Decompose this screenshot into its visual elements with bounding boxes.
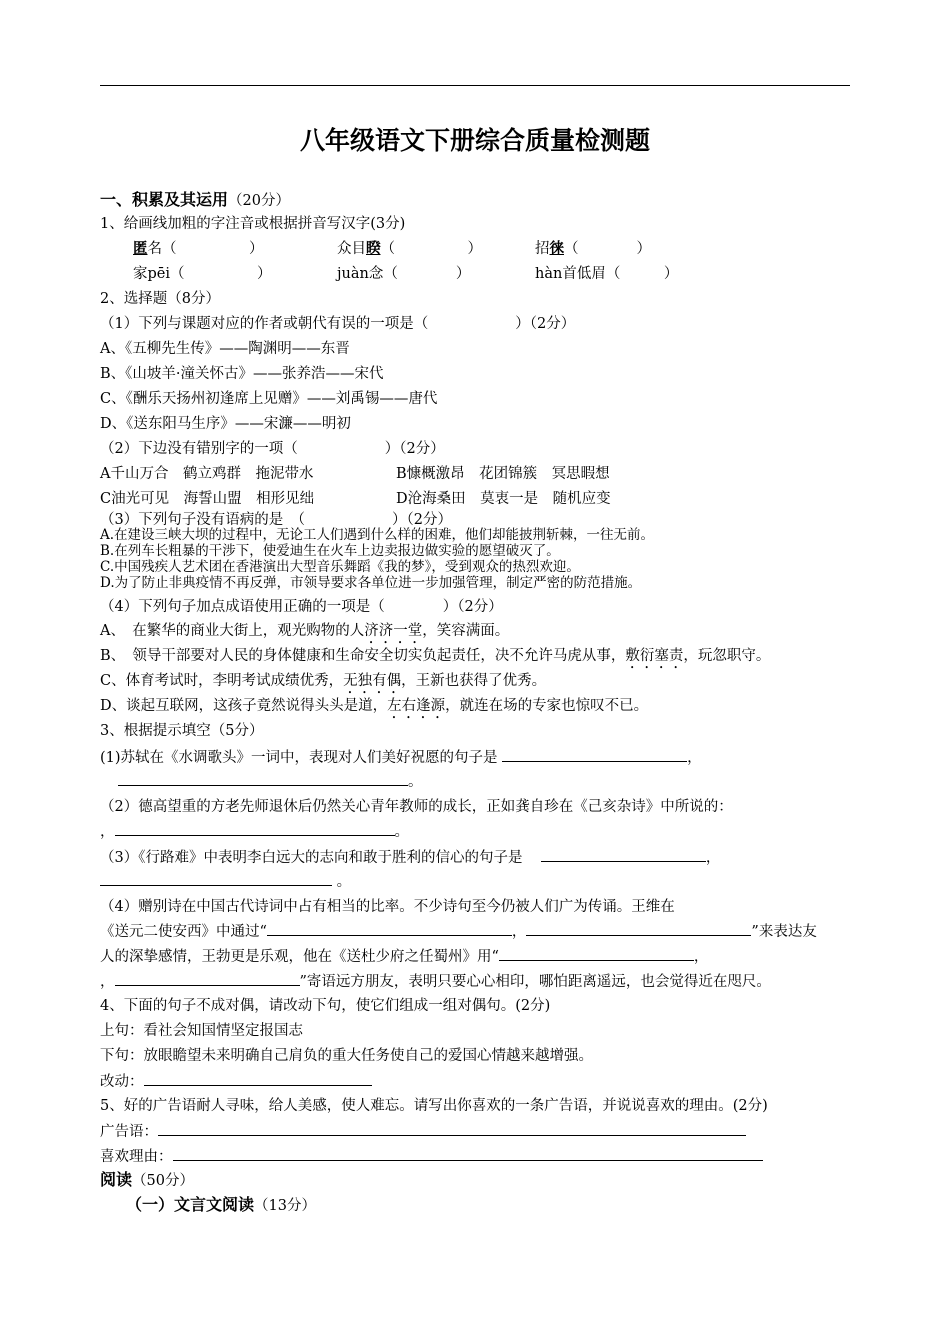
q3-p3-line2: 。 xyxy=(100,871,351,892)
q2-sub4-d: D、谈起互联网，这孩子竟然说得头头是道，左右逢源，就连在场的专家也惊叹不已。 xyxy=(100,698,649,714)
q2-sub3-c: C.中国残疾人艺术团在香港演出大型音乐舞蹈《我的梦》，受到观众的热烈欢迎。 xyxy=(100,559,580,575)
q3-heading: 3、根据提示填空（5分） xyxy=(100,723,264,739)
q2-sub3-b: B.在列车长粗暴的干涉下，使爱迪生在火车上边卖报边做实验的愿望破灭了。 xyxy=(100,543,560,559)
q2-sub2-b: B慷概激昂 花团锦簇 冥思暇想 xyxy=(396,466,610,482)
q2-sub1-c: C、《酬乐天扬州初逢席上见赠》——刘禹锡——唐代 xyxy=(100,391,438,407)
q1-item-a: 匿名（ ） xyxy=(133,241,264,257)
answer-blank[interactable] xyxy=(115,971,300,986)
q3-p4-line2: 《送元二使安西》中通过“ ， ”来表达友 xyxy=(100,921,817,942)
q1-item-f: hàn首低眉（ ） xyxy=(535,266,679,282)
q1-heading: 1、给画线加粗的字注音或根据拼音写汉字(3分) xyxy=(100,216,406,232)
q1-item-b: 众目睽（ ） xyxy=(337,241,482,257)
answer-blank[interactable] xyxy=(502,747,687,762)
q2-sub2: （2）下边没有错别字的一项（ ）（2分） xyxy=(100,441,445,457)
answer-blank[interactable] xyxy=(158,1121,746,1136)
answer-blank[interactable] xyxy=(173,1146,763,1161)
answer-blank[interactable] xyxy=(118,771,408,786)
q3-p4-line4: ， ”寄语远方朋友，表明只要心心相印，哪怕距离遥远，也会觉得近在咫尺。 xyxy=(100,971,771,992)
q3-p2-line1: （2）德高望重的方老先师退休后仍然关心青年教师的成长，正如龚自珍在《己亥杂诗》中所说的： xyxy=(100,799,733,815)
answer-blank[interactable] xyxy=(144,1071,372,1086)
q2-sub4-c: C、体育考试时，李明考试成绩优秀，无独有偶，王新也获得了优秀。 xyxy=(100,673,547,689)
q1-item-c: 招徕（ ） xyxy=(535,241,651,257)
q2-sub3-a: A.在建设三峡大坝的过程中，无论工人们遇到什么样的困难，他们却能披荆斩棘，一往无前。 xyxy=(100,527,655,543)
q4-lower-line: 下句：放眼瞻望未来明确自己肩负的重大任务使自己的爱国心情越来越增强。 xyxy=(100,1048,593,1064)
q2-sub1-a: A、《五柳先生传》——陶渊明——东晋 xyxy=(100,341,350,357)
q5-ad-line: 广告语： xyxy=(100,1121,746,1142)
q5-reason-line: 喜欢理由： xyxy=(100,1146,763,1167)
q2-sub1-b: B、《山坡羊·潼关怀古》——张养浩——宋代 xyxy=(100,366,384,382)
q4-heading: 4、下面的句子不成对偶，请改动下句，使它们组成一组对偶句。(2分) xyxy=(100,998,551,1014)
q5-heading: 5、好的广告语耐人寻味，给人美感，使人难忘。请写出你喜欢的一条广告语，并说说喜欢的理由。(2分) xyxy=(100,1098,768,1114)
section-2-heading: 阅读（50分） xyxy=(100,1170,194,1189)
q3-p2-line2: ， 。 xyxy=(100,821,409,842)
answer-blank[interactable] xyxy=(115,821,395,836)
q2-sub3-d: D.为了防止非典疫情不再反弹，市领导要求各单位进一步加强管理，制定严密的防范措施。 xyxy=(100,575,642,591)
q4-upper-line: 上句：看社会知国情坚定报国志 xyxy=(100,1023,303,1039)
q2-sub2-d: D沧海桑田 莫衷一是 随机应变 xyxy=(396,491,611,507)
q3-p1-line1: (1)苏轼在《水调歌头》一词中，表现对人们美好祝愿的句子是 ， xyxy=(100,747,702,768)
q2-sub4-a: A、 在繁华的商业大街上，观光购物的人济济一堂，笑容满面。 xyxy=(100,623,510,639)
section-1-heading: 一、积累及其运用（20分） xyxy=(100,190,290,209)
q2-sub4: （4）下列句子加点成语使用正确的一项是（ ）（2分） xyxy=(100,599,503,615)
q2-sub1-d: D、《送东阳马生序》——宋濂——明初 xyxy=(100,416,351,432)
section-2-1-heading: （一）文言文阅读（13分） xyxy=(126,1195,316,1214)
answer-blank[interactable] xyxy=(267,921,512,936)
q4-fix-line: 改动： xyxy=(100,1071,372,1092)
answer-blank[interactable] xyxy=(541,847,706,862)
page-title: 八年级语文下册综合质量检测题 xyxy=(299,126,650,155)
q2-sub4-b: B、 领导干部要对人民的身体健康和生命安全切实负起责任，决不允许马虎从事，敷衍塞责，玩忽职守。 xyxy=(100,648,771,664)
q2-sub2-a: A千山万合 鹤立鸡群 拖泥带水 xyxy=(100,466,314,482)
top-rule xyxy=(100,85,850,86)
q2-sub1: （1）下列与课题对应的作者或朝代有误的一项是（ ）（2分） xyxy=(100,316,576,332)
q3-p4-line3: 人的深挚感情，王勃更是乐观，他在《送杜少府之任蜀州》用“ ， xyxy=(100,946,708,967)
q1-item-e: juàn念（ ） xyxy=(337,266,471,282)
q3-p1-line2: 。 xyxy=(118,771,423,792)
q2-sub2-c: C油光可见 海誓山盟 相形见绌 xyxy=(100,491,315,507)
q2-heading: 2、选择题（8分） xyxy=(100,291,220,307)
q3-p4-line1: （4）赠别诗在中国古代诗词中占有相当的比率。不少诗句至今仍被人们广为传诵。王维在 xyxy=(100,899,675,915)
q1-item-d: 家pēi（ ） xyxy=(133,266,272,282)
q3-p3-line1: （3）《行路难》中表明李白远大的志向和敢于胜利的信心的句子是 ， xyxy=(100,847,720,868)
answer-blank[interactable] xyxy=(100,871,332,886)
answer-blank[interactable] xyxy=(526,921,751,936)
q2-sub3: （3）下列句子没有语病的是 （ ）（2分） xyxy=(100,512,452,528)
answer-blank[interactable] xyxy=(499,946,694,961)
